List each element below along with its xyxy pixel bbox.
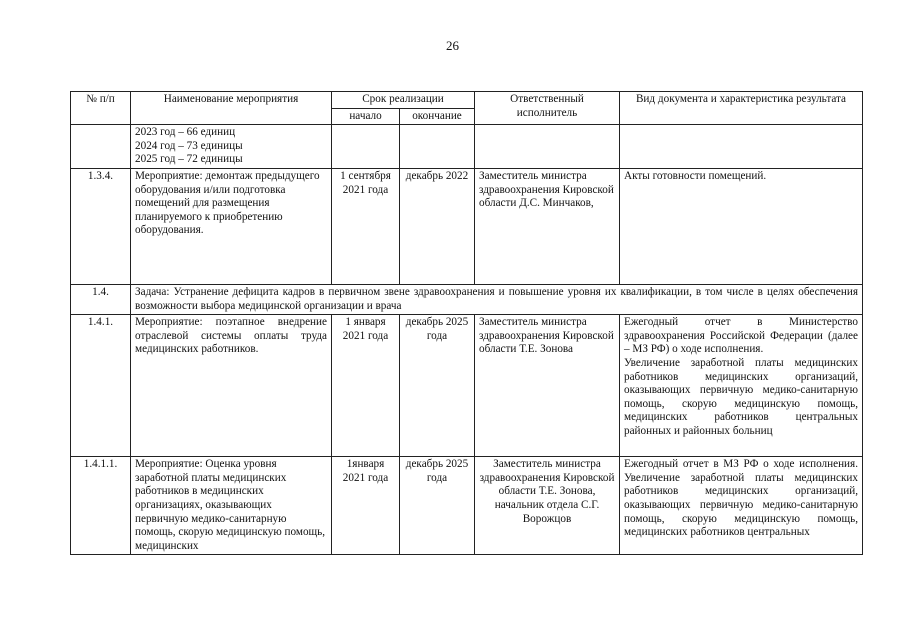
- row-result: Ежегодный отчет в МЗ РФ о ходе исполнения. Увеличение заработной платы медицинских работников медицинских организаций, оказывающих первичную медико-санитарную помощь, скорую медицинскую помощь, медицинских работников центральных: [620, 457, 863, 555]
- task-row: [71, 284, 863, 314]
- row-result: Акты готовности помещений.: [620, 168, 863, 284]
- row-responsible: [475, 125, 620, 169]
- header-responsible: Ответственный исполнитель: [475, 92, 620, 125]
- table-row: [71, 315, 863, 457]
- row-num: [71, 125, 131, 169]
- table-header-row: [71, 92, 863, 109]
- row-end: декабрь 2022: [400, 168, 475, 284]
- row-num: 1.3.4.: [71, 168, 131, 284]
- header-start: начало: [332, 108, 400, 125]
- row-num: 1.4.1.1.: [71, 457, 131, 555]
- row-result: [620, 125, 863, 169]
- activities-table: [70, 91, 863, 555]
- row-start: 1 сентября 2021 года: [332, 168, 400, 284]
- row-responsible: Заместитель министра здравоохранения Кировской области Т.Е. Зонова, начальник отдела С.Г. Ворожцов: [475, 457, 620, 555]
- table-row: [71, 125, 863, 169]
- row-start: 1января 2021 года: [332, 457, 400, 555]
- row-name: 2023 год – 66 единиц 2024 год – 73 единицы 2025 год – 72 единицы: [131, 125, 332, 169]
- row-num: 1.4.1.: [71, 315, 131, 457]
- row-start: [332, 125, 400, 169]
- header-end: окончание: [400, 108, 475, 125]
- row-name: Мероприятие: демонтаж предыдущего оборудования и/или подготовка помещений для размещения планируемого к приобретению оборудования.: [131, 168, 332, 284]
- row-num: 1.4.: [71, 284, 131, 314]
- row-end: декабрь 2025 года: [400, 457, 475, 555]
- result-paragraph: Увеличение заработной платы медицинских работников медицинских организаций, оказывающих первичную медико-санитарную помощь, скорую медицинскую помощь, медицинских работников центральных районных и районных больниц: [624, 356, 858, 437]
- row-end: [400, 125, 475, 169]
- row-name: Мероприятие: поэтапное внедрение отраслевой системы оплаты труда медицинских работников.: [131, 315, 332, 457]
- row-responsible: Заместитель министра здравоохранения Кировской области Т.Е. Зонова: [475, 315, 620, 457]
- row-responsible: Заместитель министра здравоохранения Кировской области Д.С. Минчаков,: [475, 168, 620, 284]
- row-start: 1 января 2021 года: [332, 315, 400, 457]
- row-result: [620, 315, 863, 457]
- row-end: декабрь 2025 года: [400, 315, 475, 457]
- page-number: 26: [446, 38, 459, 53]
- task-text: Задача: Устранение дефицита кадров в первичном звене здравоохранения и повышение уровня их квалификации, в том числе в целях обеспечения возможности выбора медицинской организации и врача: [131, 284, 863, 314]
- result-paragraph: Ежегодный отчет в Министерство здравоохранения Российской Федерации (далее – МЗ РФ) о ходе исполнения.: [624, 316, 858, 356]
- header-result: Вид документа и характеристика результата: [620, 92, 863, 125]
- table-row: [71, 457, 863, 555]
- header-name: Наименование мероприятия: [131, 92, 332, 125]
- header-term: Срок реализации: [332, 92, 475, 109]
- row-name: Мероприятие: Оценка уровня заработной платы медицинских работников в медицинских организациях, оказывающих первичную медико-санитарную помощь, скорую медицинскую помощь, медицинских: [131, 457, 332, 555]
- header-num: № п/п: [71, 92, 131, 125]
- table-row: [71, 168, 863, 284]
